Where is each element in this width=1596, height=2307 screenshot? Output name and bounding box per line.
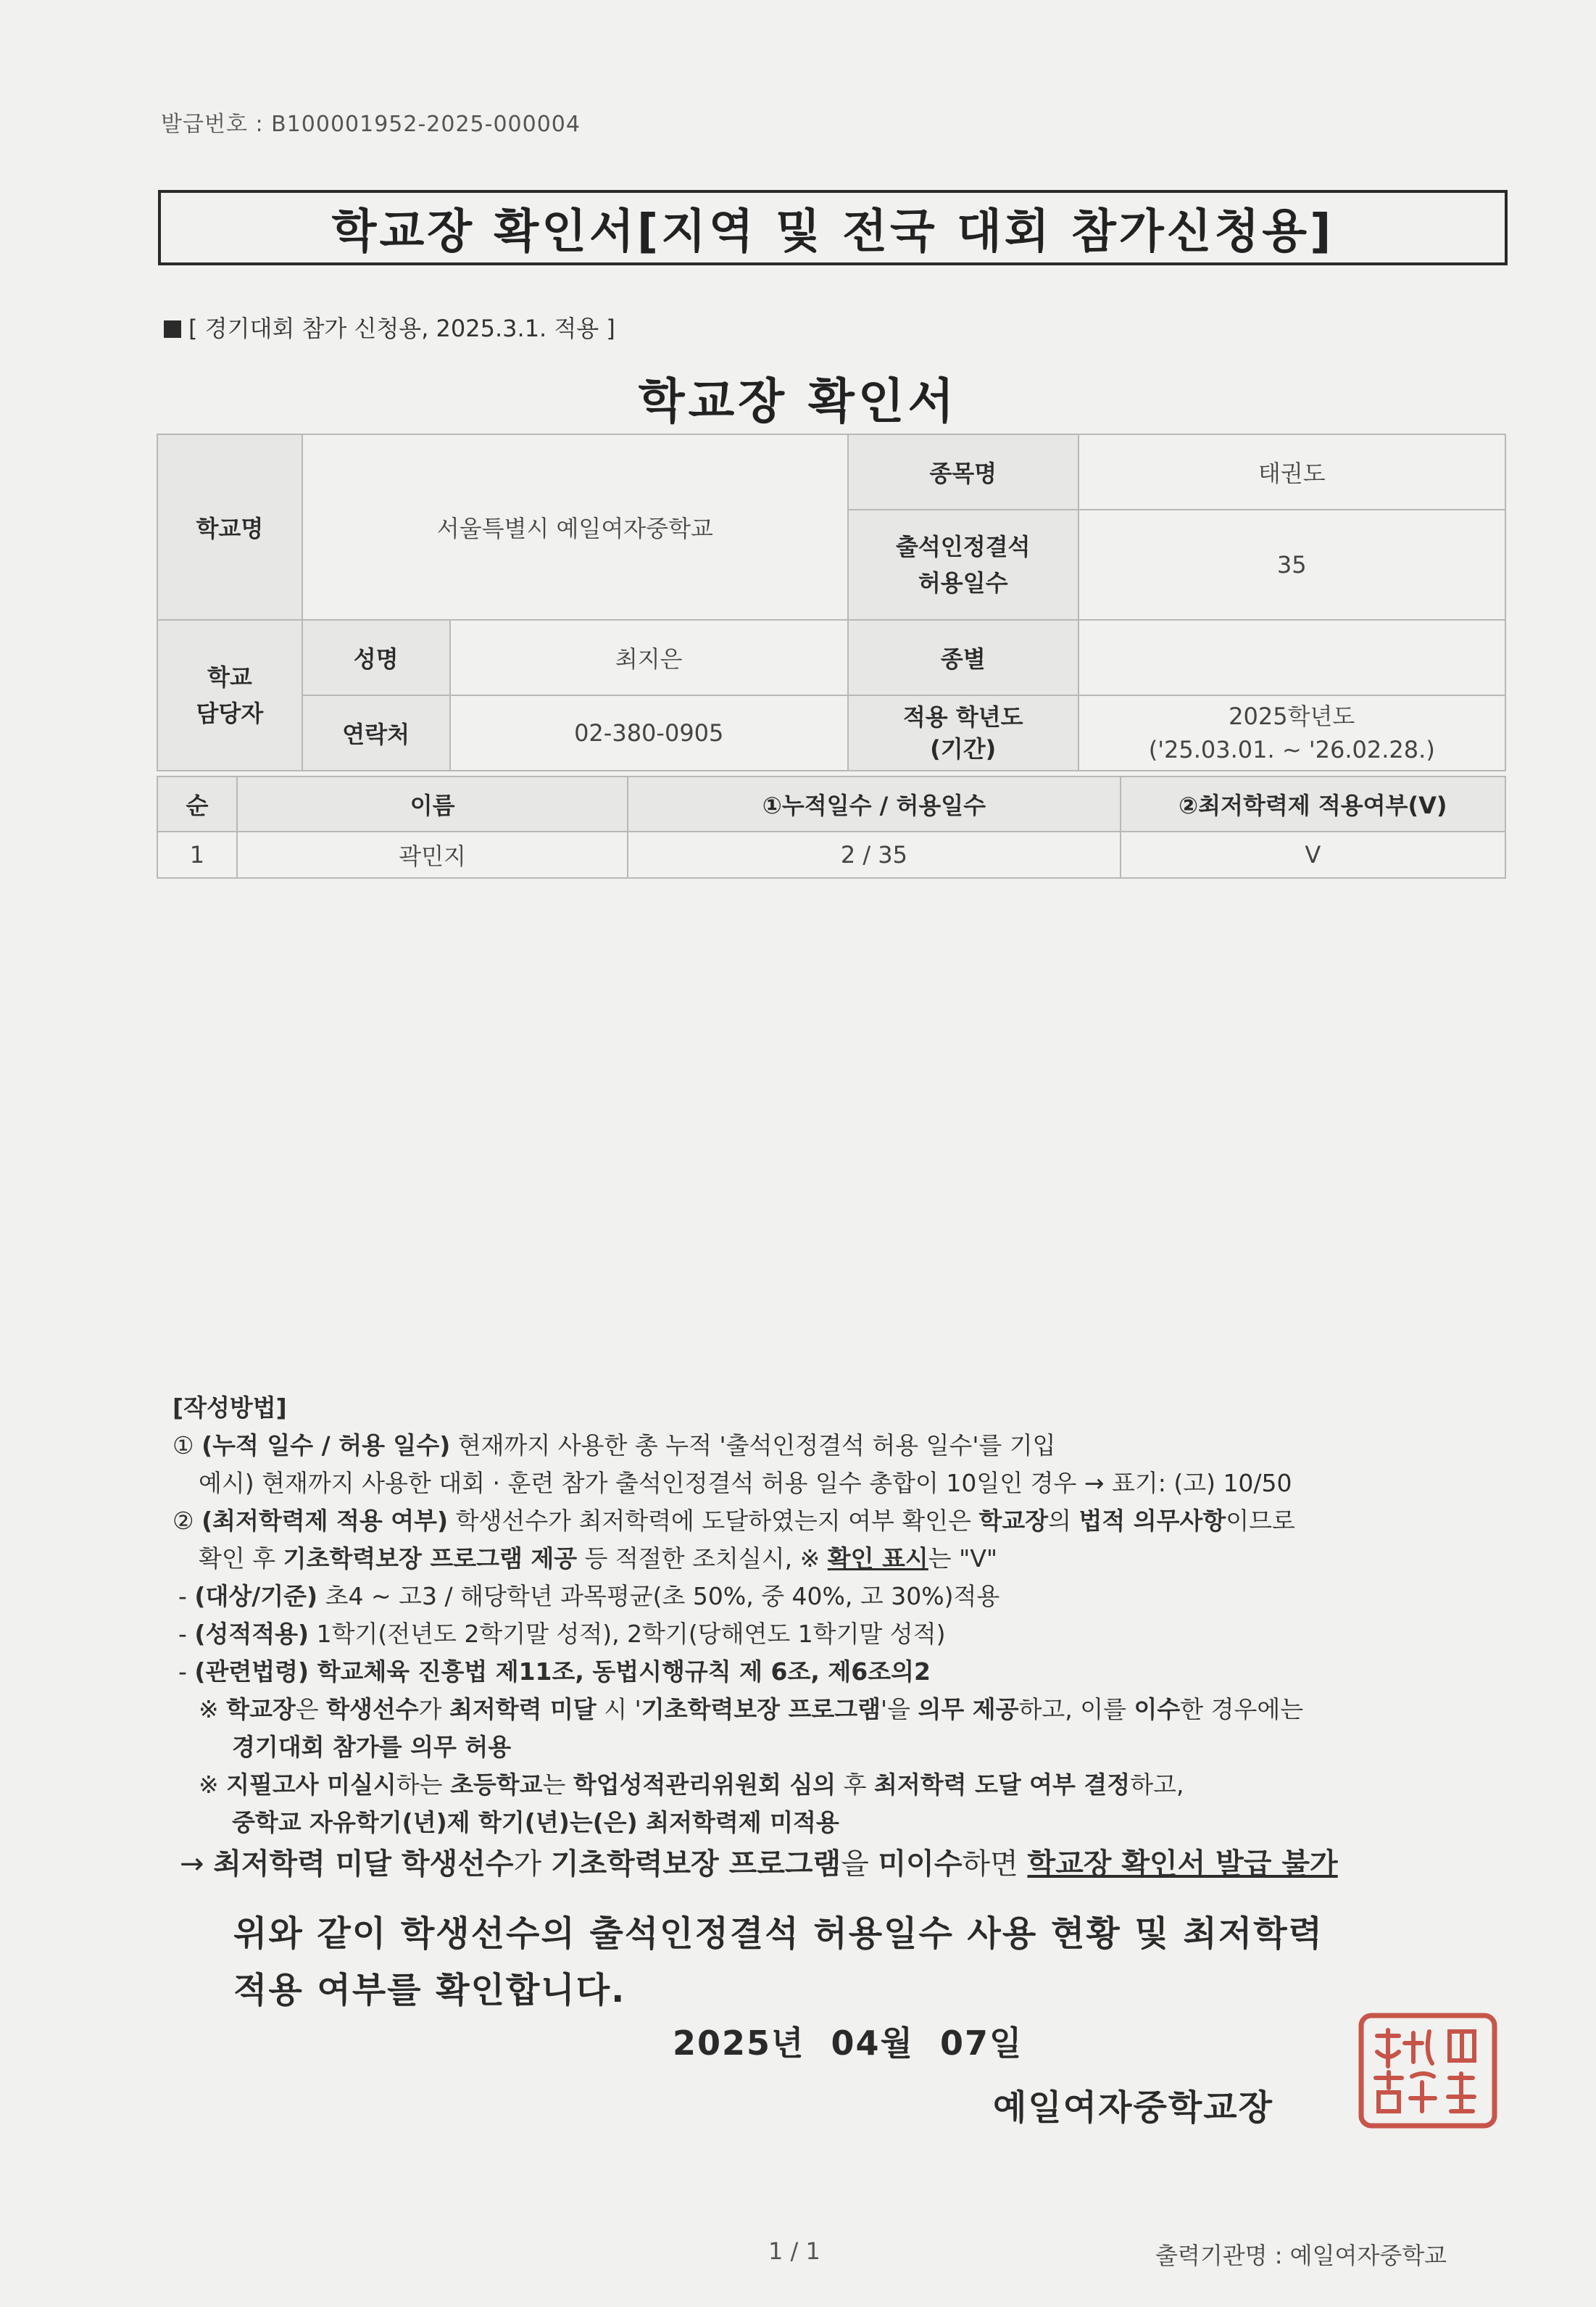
category-label: 종별 [848,620,1078,695]
text: 학교체육 진흥법 제11조, 동법시행규칙 제 6조, 제6조의2 [309,1657,931,1686]
square-bullet-icon [164,320,181,338]
sub-note [164,310,615,344]
event-label: 종목명 [848,434,1078,510]
text: 하고, 이를 [1018,1695,1134,1723]
term: 확인 표시 [827,1544,928,1573]
absence-days-value: 35 [1078,510,1505,620]
text: 은 [295,1695,327,1723]
text: 확인 후 [199,1544,283,1573]
term: (최저학력제 적용 여부) [201,1507,449,1535]
text: '을 [881,1695,918,1723]
category-value [1078,620,1505,695]
table-row [157,832,1505,878]
text: 한 경우에는 [1180,1695,1304,1723]
term: 기초학력보장 프로그램 제공 [283,1544,578,1573]
term: (성적적용) [194,1620,309,1648]
instruction-line [173,1766,1550,1804]
text: 학생선수가 최저학력에 도달하였는지 여부 확인은 [448,1507,979,1535]
confirmation-statement [233,1905,1323,2018]
term: 학교장 [978,1507,1049,1535]
term: 학생선수 [326,1695,419,1723]
term: 학교장 [226,1695,296,1723]
marker: ※ [199,1770,227,1799]
marker: - [178,1620,195,1648]
text: 시 ' [596,1695,641,1723]
school-value: 서울특별시 예일여자중학교 [302,434,848,620]
text: 등 적절한 조치실시, ※ [577,1544,828,1573]
name-label: 성명 [302,620,450,695]
term: 학교장 확인서 발급 불가 [1027,1847,1338,1881]
term: 지필고사 미실시 [226,1770,396,1799]
school-year-value [1078,695,1505,771]
text: 1학기(전년도 2학기말 성적), 2학기(당해연도 1학기말 성적) [309,1620,946,1648]
text: 현재까지 사용한 총 누적 '출석인정결석 허용 일수'를 기입 [450,1431,1056,1459]
term: 학업성적관리위원회 심의 [573,1770,836,1799]
term: 의무 제공 [918,1695,1019,1723]
row-days: 2 / 35 [628,832,1120,878]
manager-label [157,620,302,771]
instruction-line [173,1540,1550,1578]
marker: - [178,1582,195,1610]
term: 초등학교 [450,1770,543,1799]
term: 최저학력 미달 [449,1695,597,1723]
manager-label-line1: 학교 [207,663,252,691]
sub-note-text: [ 경기대회 참가 신청용, 2025.3.1. 적용 ] [188,315,615,342]
principal-signature: 예일여자중학교장 [993,2087,1273,2128]
col-header-min-academic: ②최저학력제 적용여부(V) [1121,776,1505,832]
term: 미이수 [878,1847,963,1881]
text: 하고, [1130,1770,1184,1799]
instruction-line: 예시) 현재까지 사용한 대회 · 훈련 참가 출석인정결석 허용 일수 총합이 10일인 경우 → 표기: (고) 10/50 [199,1469,1292,1497]
marker: - [178,1657,195,1686]
text: 하는 [396,1770,451,1799]
term: 최저학력 도달 여부 결정 [873,1770,1131,1799]
contact-value: 02-380-0905 [450,695,848,771]
marker: ※ [199,1695,227,1723]
issue-date: 2025년 04월 07일 [673,2024,1023,2063]
term: 기초학력보장 프로그램 [641,1695,881,1723]
text: 후 [836,1770,874,1799]
school-year-value-line2: ('25.03.01. ~ '26.02.28.) [1148,736,1435,763]
instruction-line [173,1653,1550,1691]
student-list-table [157,776,1506,879]
manager-label-line2: 담당자 [196,700,264,727]
term: 법적 의무사항 [1078,1507,1226,1535]
term: 이수 [1134,1695,1181,1723]
official-seal-icon [1357,2011,1499,2130]
text: 의 [1048,1507,1079,1535]
absence-label-line2: 허용일수 [918,569,1008,597]
contact-label: 연락처 [302,695,450,771]
instruction-line [173,1842,1550,1886]
text: 초4 ~ 고3 / 해당학년 과목평균(초 50%, 중 40%, 고 30%)적용 [317,1582,1000,1610]
text: 가 [418,1695,450,1723]
term: (대상/기준) [194,1582,318,1610]
row-no: 1 [157,832,237,878]
text: 을 [841,1847,878,1881]
writing-instructions [173,1389,1550,1886]
info-table [157,434,1506,771]
term: (관련법령) [194,1657,309,1686]
col-header-days: ①누적일수 / 허용일수 [628,776,1120,832]
issuing-institution: 출력기관명 : 예일여자중학교 [1155,2242,1447,2269]
school-label: 학교명 [157,434,302,620]
document-title: 학교장 확인서[지역 및 전국 대회 참가신청용] [158,190,1508,265]
absence-days-label [848,510,1078,620]
text: 이므로 [1226,1507,1295,1535]
text: 하면 [962,1847,1028,1881]
school-year-label-line2: (기간) [930,735,997,763]
instructions-title: [작성방법] [173,1393,287,1422]
instruction-line [173,1502,1550,1540]
confirmation-line2: 적용 여부를 확인합니다. [233,1970,626,2010]
marker: ② [173,1507,202,1535]
instruction-line: 중학교 자유학기(년)제 학기(년)는(은) 최저학력제 미적용 [232,1808,839,1836]
form-title: 학교장 확인서 [638,373,958,429]
term: (누적 일수 / 허용 일수) [201,1431,451,1459]
issue-number: 발급번호 : B100001952-2025-000004 [161,112,581,137]
col-header-no: 순 [157,776,237,832]
absence-label-line1: 출석인정결석 [895,533,1031,560]
page-number: 1 / 1 [768,2237,820,2265]
marker: → [180,1847,214,1881]
instruction-line [173,1615,1550,1653]
name-value: 최지은 [450,620,848,695]
text: 는 [542,1770,573,1799]
school-year-value-line1: 2025학년도 [1229,703,1355,730]
instruction-line: 경기대회 참가를 의무 허용 [232,1733,512,1761]
instruction-line [173,1578,1550,1615]
confirmation-line1: 위와 같이 학생선수의 출석인정결석 허용일수 사용 현황 및 최저학력 [233,1913,1323,1954]
instruction-line [173,1427,1550,1465]
col-header-name: 이름 [237,776,628,832]
term: 기초학력보장 프로그램 [550,1847,841,1881]
text: 가 [513,1847,551,1881]
school-year-label [848,695,1078,771]
instruction-line [173,1691,1550,1728]
school-year-label-line1: 적용 학년도 [902,703,1023,731]
event-value: 태권도 [1078,434,1505,510]
row-name: 곽민지 [237,832,628,878]
text: 는 "V" [928,1544,998,1573]
term: 최저학력 미달 학생선수 [213,1847,514,1881]
marker: ① [173,1431,202,1459]
row-min-academic: V [1121,832,1505,878]
